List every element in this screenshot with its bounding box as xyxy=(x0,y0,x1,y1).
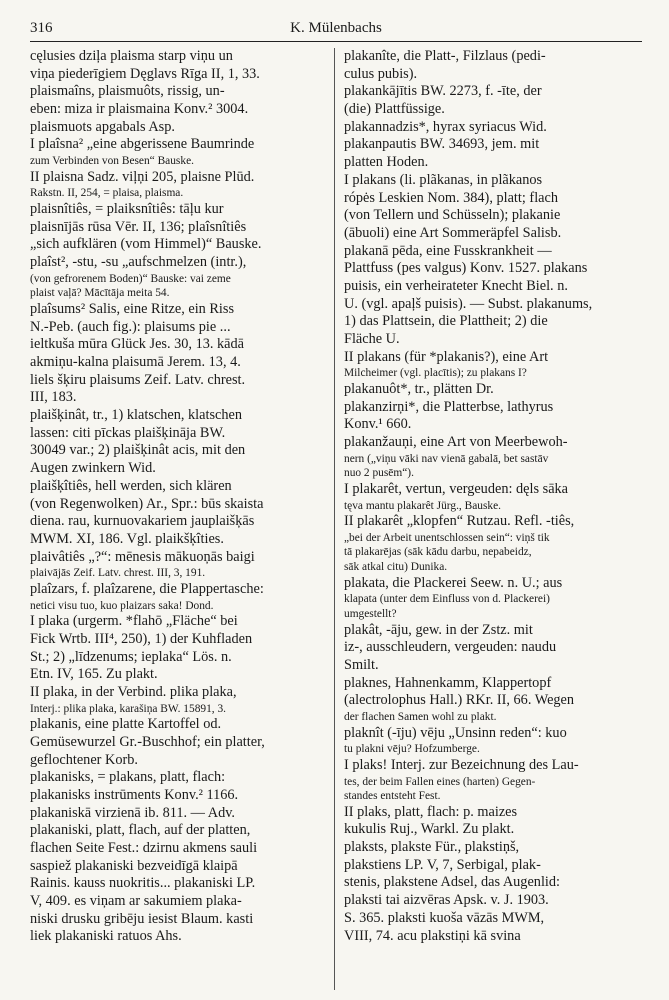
text-line: culus pubis). xyxy=(344,65,418,82)
text-line: plaisnījās rūsa Vēr. II, 136; plaîsnîtiês xyxy=(30,218,247,235)
text-line: plaismuots apgabals Asp. xyxy=(30,118,175,135)
text-line: Fläche U. xyxy=(344,331,400,347)
text-line: plakaniski, platt, flach, auf der platten, xyxy=(30,822,251,839)
text-line: plakanžauņi, eine Art von Meerbewoh- xyxy=(344,434,568,451)
text-line: plakata, die Plackerei Seew. n. U.; aus xyxy=(344,574,563,591)
text-line: III, 183. xyxy=(30,389,77,406)
text-line: tes, der beim Fallen eines (harten) Gegen- xyxy=(344,775,536,788)
text-line: VIII, 74. acu plakstiņi kā svina xyxy=(344,927,521,944)
text-line: liels šķiru plaisums Zeif. Latv. chrest. xyxy=(30,371,246,388)
text-line: tu plakni vēju? Hofzumberge. xyxy=(344,743,480,756)
right-column xyxy=(344,48,642,945)
text-line: plaivâtiês „?“: mēnesis mākuoņās baigi xyxy=(30,548,255,565)
text-line: plaišķinât, tr., 1) klatschen, klatschen xyxy=(30,407,243,424)
text-line: plakaniskā virzienā ib. 811. — Adv. xyxy=(30,804,236,821)
column-divider xyxy=(334,48,335,990)
text-line: (von Tellern und Schüsseln); plakanie xyxy=(344,207,561,224)
text-line: liek plakaniski ratuos Ahs. xyxy=(30,928,182,945)
text-line: niski drusku gribēju iesist Blaum. kasti xyxy=(30,910,254,927)
text-line: plakankājītis BW. 2273, f. -īte, der xyxy=(344,83,542,100)
text-line: akmiņu-kalna plaisumā Jerem. 13, 4. xyxy=(30,354,241,370)
page-number: 316 xyxy=(30,20,53,36)
text-line: Rakstn. II, 254, = plaisa, plaisma. xyxy=(30,187,184,200)
text-line: II plaisna Sadz. viļņi 205, plaisne Plūd. xyxy=(30,168,255,185)
text-line: diena. rau, kurnuovakariem jauplaišķās xyxy=(30,513,255,530)
text-line: II plaka, in der Verbind. plika plaka, xyxy=(30,683,237,700)
text-line: zum Verbinden von Besen“ Bauske. xyxy=(30,155,194,168)
text-line: plaîzars, f. plaîzarene, die Plappertasche: xyxy=(30,580,264,597)
text-line: flachen Seite Fest.: dzirnu akmens sauli xyxy=(30,839,258,856)
text-line: Rainis. kauss nuokritis... plakaniski LP. xyxy=(30,875,256,892)
text-line: plaksts, plakste Für., plakstiņš, xyxy=(344,839,520,856)
text-line: plakanisks instrūments Konv.² 1166. xyxy=(30,786,239,803)
text-line: S. 365. plaksti kuoša vāzās MWM, xyxy=(344,909,545,926)
text-line: „sich aufklären (vom Himmel)“ Bauske. xyxy=(30,236,262,253)
text-line: Fick Wrtb. III⁴, 250), 1) der Kuhfladen xyxy=(30,630,253,647)
text-line: plakanîte, die Platt-, Filzlaus (pedi- xyxy=(344,48,546,64)
text-line: cęlusies dziļa plaisma starp viņu un xyxy=(30,48,233,64)
text-line: (von gefrorenem Boden)“ Bauske: vai zeme xyxy=(30,272,231,285)
header-rule xyxy=(30,41,642,42)
text-line: V, 409. es viņam ar sakumiem plaka- xyxy=(30,893,242,910)
text-line: lassen: citi pīckas plaišķināja BW. xyxy=(30,424,226,441)
text-line: I plaka (urgerm. *flahō „Fläche“ bei xyxy=(30,613,238,630)
text-line: (alectrolophus Hall.) RKr. II, 66. Wegen xyxy=(344,692,575,709)
text-line: platten Hoden. xyxy=(344,154,429,171)
text-line: I plaîsna² „eine abgerissene Baumrinde xyxy=(30,136,255,153)
text-line: tęva mantu plakarêt Jürg., Bauske. xyxy=(344,499,501,512)
text-line: plaisnîtiês, = plaiksnîtiês: tāļu kur xyxy=(30,201,224,217)
text-line: Interj.: plika plaka, karašiņa BW. 15891, 3. xyxy=(30,702,227,715)
text-line: II plakans (für *plakanis?), eine Art xyxy=(344,348,549,365)
text-line: I plakans (li. plãkanas, in plãkanos xyxy=(344,171,543,188)
text-line: (von Regenwolken) Ar., Spr.: būs skaista xyxy=(30,495,264,512)
text-line: Augen zwinkern Wid. xyxy=(30,460,156,477)
text-line: rópės Leskien Nom. 384), platt; flach xyxy=(344,189,558,206)
text-line: Konv.¹ 660. xyxy=(344,416,412,433)
text-line: U. (vgl. apaļš puisis). — Subst. plakanums, xyxy=(344,295,593,312)
text-line: St.; 2) „līdzenums; ieplaka“ Lös. n. xyxy=(30,648,232,665)
text-line: „bei der Arbeit unentschlossen sein“: viņš tik xyxy=(344,531,550,544)
text-line: puisis, ein verheirateter Knecht Biel. n. xyxy=(344,277,568,294)
left-column xyxy=(30,48,326,946)
text-line: geflochtener Korb. xyxy=(30,751,138,768)
text-line: plaišķîtiês, hell werden, sich klären xyxy=(30,477,232,494)
text-line: plakanis, eine platte Kartoffel od. xyxy=(30,716,222,733)
text-line: Milcheimer (vgl. placītis); zu plakans I? xyxy=(344,367,527,380)
text-line: eben: miza ir plaismaina Konv.² 3004. xyxy=(30,101,249,118)
text-line: klapata (unter dem Einfluss von d. Plackerei) xyxy=(344,593,550,606)
running-head: K. Mülenbachs xyxy=(290,20,382,36)
text-line: iz-, ausschleudern, vergeuden: naudu xyxy=(344,639,557,656)
text-line: II plakarêt „klopfen“ Rutzau. Refl. -tiês, xyxy=(344,513,575,530)
text-line: Gemüsewurzel Gr.-Buschhof; ein platter, xyxy=(30,733,265,750)
text-line: plaknes, Hahnenkamm, Klappertopf xyxy=(344,674,552,691)
text-line: plakannadzis*, hyrax syriacus Wid. xyxy=(344,118,547,135)
text-line: 30049 var.; 2) plaišķinât acis, mit den xyxy=(30,442,246,459)
text-line: plakstiens LP. V, 7, Serbigal, plak- xyxy=(344,856,541,873)
text-line: 1) das Plattsein, die Plattheit; 2) die xyxy=(344,313,548,330)
text-line: plakanā pēda, eine Fusskrankheit — xyxy=(344,242,552,259)
text-line: stenis, plakstene Adsel, das Augenlid: xyxy=(344,874,561,891)
text-line: plaknît (-īju) vēju „Unsinn reden“: kuo xyxy=(344,724,567,741)
text-line: II plaks, platt, flach: p. maizes xyxy=(344,803,518,820)
text-line: saspiež plakaniski bezveidīgā klaipā xyxy=(30,857,238,874)
text-line: N.-Peb. (auch fig.): plaisums pie ... xyxy=(30,318,231,335)
text-line: umgestellt? xyxy=(344,607,397,620)
text-line: plaîst², -stu, -su „aufschmelzen (intr.), xyxy=(30,254,247,271)
text-line: ieltkuša mūra Glück Jes. 30, 13. kādā xyxy=(30,336,245,353)
text-line: plakanuôt*, tr., plätten Dr. xyxy=(344,380,494,397)
page-header xyxy=(30,16,642,40)
text-line: plaîsums² Salis, eine Ritze, ein Riss xyxy=(30,300,235,317)
text-line: plaivājās Zeif. Latv. chrest. III, 3, 191. xyxy=(30,567,206,580)
text-line: plaismaîns, plaismuôts, rissig, un- xyxy=(30,83,225,100)
text-line: sāk atkal citu) Dunika. xyxy=(344,561,448,574)
text-line: kukulis Ruj., Warkl. Zu plakt. xyxy=(344,821,515,838)
text-line: plakanzirņi*, die Platterbse, lathyrus xyxy=(344,398,554,415)
text-line: (ābuoli) eine Art Sommeräpfel Salisb. xyxy=(344,224,562,241)
text-line: netici visu tuo, kuo plaizars saka! Dond. xyxy=(30,599,214,612)
text-line: plakât, -āju, gew. in der Zstz. mit xyxy=(344,621,533,638)
text-line: plakanisks, = plakans, platt, flach: xyxy=(30,769,226,786)
text-line: plaist vaļā? Mācītāja meita 54. xyxy=(30,287,170,300)
text-line: Etn. IV, 165. Zu plakt. xyxy=(30,666,158,683)
text-line: MWM. XI, 186. Vgl. plaikšķîties. xyxy=(30,530,224,547)
text-line: nuo 2 pusēm“). xyxy=(344,467,414,480)
text-line: standes entsteht Fest. xyxy=(344,790,441,803)
text-line: der flachen Samen wohl zu plakt. xyxy=(344,710,497,723)
text-line: tā plakarējas (sāk kādu darbu, nepabeidz, xyxy=(344,546,532,559)
text-line: nern („viņu vāki nav vienā gabalā, bet sastāv xyxy=(344,452,549,465)
text-line: I plaks! Interj. zur Bezeichnung des Lau- xyxy=(344,756,579,773)
text-line: Smilt. xyxy=(344,656,379,673)
text-line: viņa piederīgiem Dęglavs Rīga II, 1, 33. xyxy=(30,65,260,82)
text-line: I plakarêt, vertun, vergeuden: dęls sāka xyxy=(344,480,569,497)
text-line: plaksti tai aizvēras Apsk. v. J. 1903. xyxy=(344,892,549,909)
text-line: Plattfuss (pes valgus) Konv. 1527. plakans xyxy=(344,260,588,277)
text-line: (die) Plattfüssige. xyxy=(344,101,445,118)
text-line: plakanpautis BW. 34693, jem. mit xyxy=(344,136,540,153)
